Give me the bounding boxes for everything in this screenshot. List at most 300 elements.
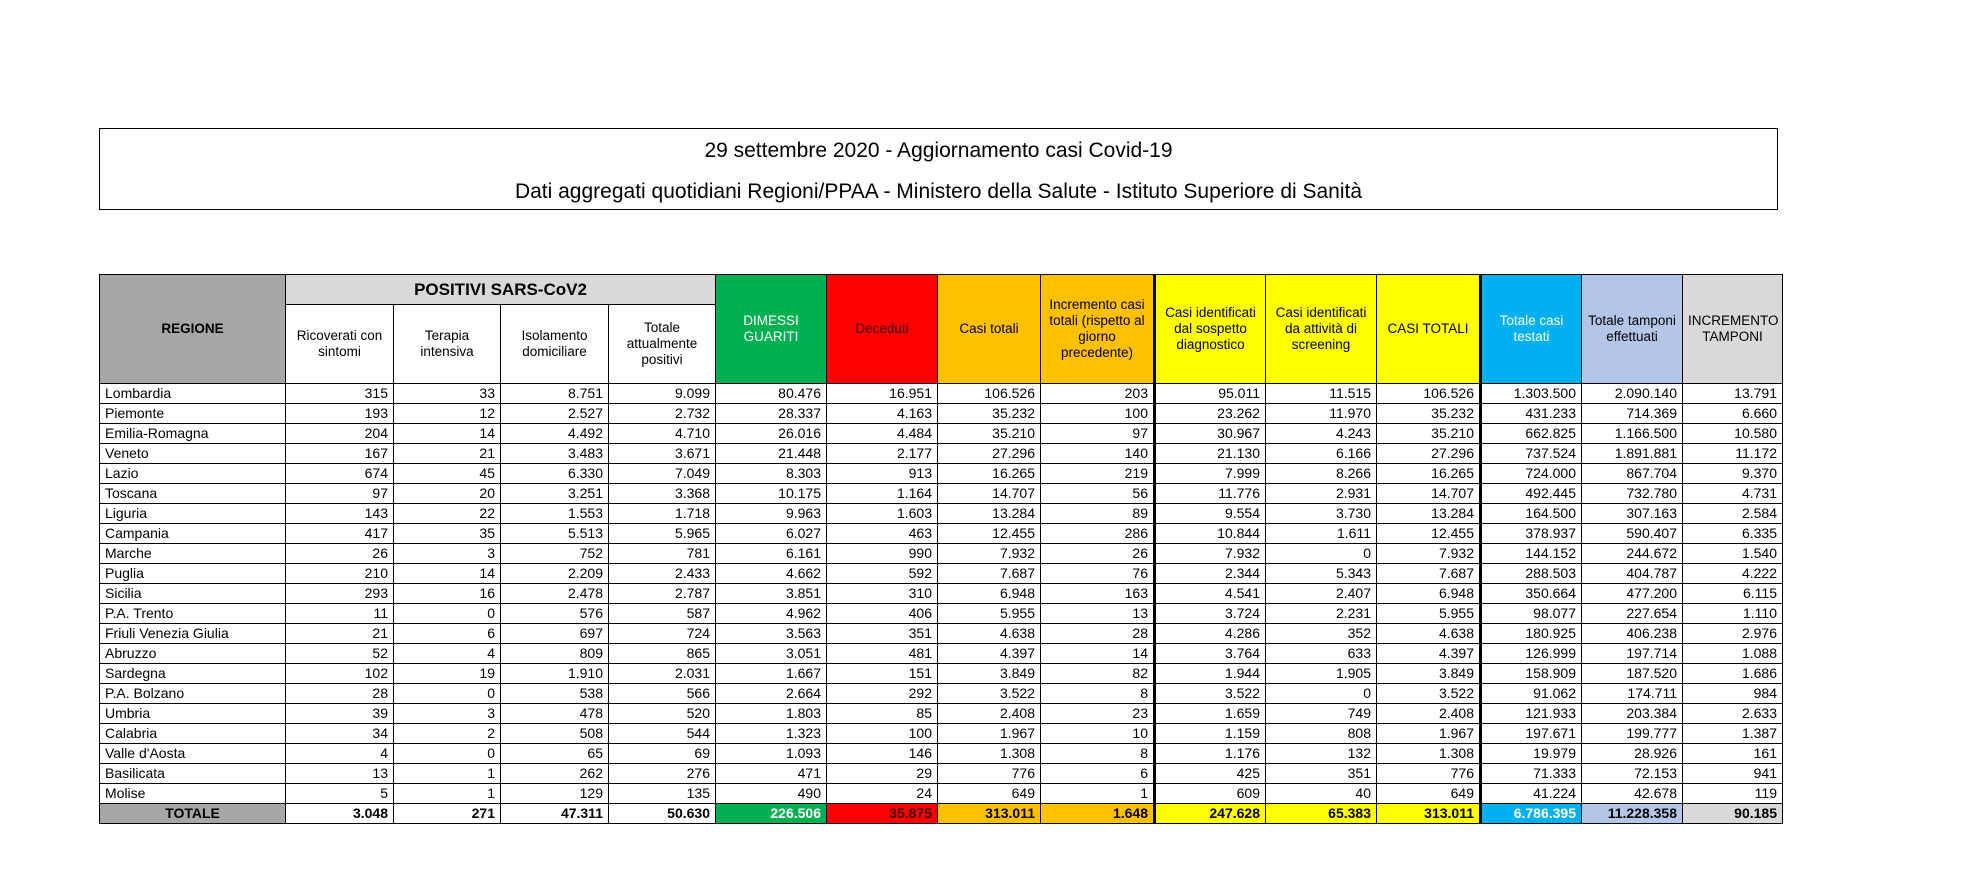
cell-casi-totali-upper: 13.284 — [1377, 504, 1481, 524]
header-dimessi-guariti: DIMESSI GUARITI — [716, 275, 827, 384]
cell-casi-sospetto: 1.176 — [1155, 744, 1266, 764]
cell-casi-sospetto: 609 — [1155, 784, 1266, 804]
cell-casi-sospetto: 1.659 — [1155, 704, 1266, 724]
cell-casi-sospetto: 23.262 — [1155, 404, 1266, 424]
cell-casi-testati: 71.333 — [1481, 764, 1582, 784]
cell-casi-totali-upper: 4.397 — [1377, 644, 1481, 664]
cell-terapia-intensiva: 3 — [394, 704, 501, 724]
header-positivi-group: POSITIVI SARS-CoV2 — [286, 275, 716, 305]
cell-incremento-casi: 219 — [1041, 464, 1155, 484]
cell-casi-testati: 91.062 — [1481, 684, 1582, 704]
cell-ricoverati: 11 — [286, 604, 394, 624]
cell-incremento-casi: 14 — [1041, 644, 1155, 664]
cell-incremento-casi: 100 — [1041, 404, 1155, 424]
cell-isolamento: 697 — [501, 624, 609, 644]
cell-ricoverati: 293 — [286, 584, 394, 604]
cell-region: Basilicata — [100, 764, 286, 784]
cell-isolamento: 2.527 — [501, 404, 609, 424]
table-row — [100, 684, 1783, 704]
cell-deceduti: 85 — [827, 704, 938, 724]
cell-casi-screening: 40 — [1266, 784, 1377, 804]
cell-tamponi: 477.200 — [1582, 584, 1683, 604]
cell-tamponi: 867.704 — [1582, 464, 1683, 484]
cell-incremento-casi: 140 — [1041, 444, 1155, 464]
cell-totale-positivi: 1.718 — [609, 504, 716, 524]
cell-incremento-casi: 76 — [1041, 564, 1155, 584]
cell-incremento-casi: 26 — [1041, 544, 1155, 564]
cell-dimessi-guariti: 4.662 — [716, 564, 827, 584]
header-region: REGIONE — [100, 275, 286, 384]
cell-casi-testati: 431.233 — [1481, 404, 1582, 424]
cell-isolamento: 2.209 — [501, 564, 609, 584]
report-subtitle: Dati aggregati quotidiani Regioni/PPAA - Ministero della Salute - Istituto Superiore di Sanità — [514, 180, 1363, 203]
cell-casi-screening: 11.970 — [1266, 404, 1377, 424]
cell-incremento-tamponi: 13.791 — [1683, 384, 1783, 404]
cell-tamponi: 42.678 — [1582, 784, 1683, 804]
cell-dimessi-guariti: 9.963 — [716, 504, 827, 524]
cell-tamponi: 197.714 — [1582, 644, 1683, 664]
cell-casi-sospetto: 9.554 — [1155, 504, 1266, 524]
table-row — [100, 424, 1783, 444]
table-row — [100, 524, 1783, 544]
table-row — [100, 464, 1783, 484]
table-row — [100, 784, 1783, 804]
cell-casi-testati: 662.825 — [1481, 424, 1582, 444]
cell-casi-testati: 378.937 — [1481, 524, 1582, 544]
cell-deceduti: 913 — [827, 464, 938, 484]
cell-casi-testati: 737.524 — [1481, 444, 1582, 464]
cell-region: Piemonte — [100, 404, 286, 424]
cell-terapia-intensiva: 2 — [394, 724, 501, 744]
header-casi-screening: Casi identificati da attività di screening — [1266, 275, 1377, 384]
total-isolamento: 47.311 — [501, 804, 609, 824]
cell-region: Marche — [100, 544, 286, 564]
cell-region: Abruzzo — [100, 644, 286, 664]
cell-dimessi-guariti: 1.323 — [716, 724, 827, 744]
cell-casi-testati: 288.503 — [1481, 564, 1582, 584]
cell-casi-screening: 749 — [1266, 704, 1377, 724]
cell-totale-positivi: 566 — [609, 684, 716, 704]
cell-dimessi-guariti: 8.303 — [716, 464, 827, 484]
cell-casi-totali-upper: 16.265 — [1377, 464, 1481, 484]
cell-terapia-intensiva: 3 — [394, 544, 501, 564]
cell-casi-totali-upper: 1.308 — [1377, 744, 1481, 764]
cell-deceduti: 24 — [827, 784, 938, 804]
cell-incremento-tamponi: 10.580 — [1683, 424, 1783, 444]
cell-dimessi-guariti: 1.667 — [716, 664, 827, 684]
cell-casi-screening: 11.515 — [1266, 384, 1377, 404]
cell-casi-totali: 35.232 — [938, 404, 1041, 424]
cell-casi-totali-upper: 7.932 — [1377, 544, 1481, 564]
cell-casi-totali: 27.296 — [938, 444, 1041, 464]
cell-incremento-casi: 286 — [1041, 524, 1155, 544]
cell-terapia-intensiva: 0 — [394, 604, 501, 624]
total-terapia-intensiva: 271 — [394, 804, 501, 824]
cell-totale-positivi: 520 — [609, 704, 716, 724]
total-tamponi: 11.228.358 — [1582, 804, 1683, 824]
cell-casi-totali: 4.397 — [938, 644, 1041, 664]
table-row — [100, 564, 1783, 584]
cell-casi-sospetto: 1.159 — [1155, 724, 1266, 744]
cell-isolamento: 65 — [501, 744, 609, 764]
cell-totale-positivi: 2.031 — [609, 664, 716, 684]
cell-casi-totali: 1.967 — [938, 724, 1041, 744]
cell-ricoverati: 210 — [286, 564, 394, 584]
cell-casi-totali-upper: 3.522 — [1377, 684, 1481, 704]
cell-ricoverati: 102 — [286, 664, 394, 684]
cell-ricoverati: 204 — [286, 424, 394, 444]
cell-incremento-tamponi: 1.387 — [1683, 724, 1783, 744]
header-totale-tamponi: Totale tamponi effettuati — [1582, 275, 1683, 384]
cell-terapia-intensiva: 6 — [394, 624, 501, 644]
cell-dimessi-guariti: 1.803 — [716, 704, 827, 724]
cell-deceduti: 29 — [827, 764, 938, 784]
cell-incremento-tamponi: 1.088 — [1683, 644, 1783, 664]
cell-tamponi: 406.238 — [1582, 624, 1683, 644]
cell-deceduti: 1.603 — [827, 504, 938, 524]
cell-deceduti: 100 — [827, 724, 938, 744]
cell-ricoverati: 97 — [286, 484, 394, 504]
cell-ricoverati: 167 — [286, 444, 394, 464]
total-deceduti: 35.875 — [827, 804, 938, 824]
cell-casi-sospetto: 1.944 — [1155, 664, 1266, 684]
cell-ricoverati: 13 — [286, 764, 394, 784]
cell-tamponi: 732.780 — [1582, 484, 1683, 504]
table-row — [100, 744, 1783, 764]
cell-casi-totali: 12.455 — [938, 524, 1041, 544]
cell-deceduti: 4.163 — [827, 404, 938, 424]
cell-deceduti: 1.164 — [827, 484, 938, 504]
cell-casi-totali-upper: 6.948 — [1377, 584, 1481, 604]
cell-incremento-tamponi: 11.172 — [1683, 444, 1783, 464]
header-deceduti: Deceduti — [827, 275, 938, 384]
cell-deceduti: 2.177 — [827, 444, 938, 464]
cell-incremento-casi: 6 — [1041, 764, 1155, 784]
cell-terapia-intensiva: 20 — [394, 484, 501, 504]
cell-casi-sospetto: 21.130 — [1155, 444, 1266, 464]
cell-totale-positivi: 724 — [609, 624, 716, 644]
table-row — [100, 544, 1783, 564]
cell-totale-positivi: 3.671 — [609, 444, 716, 464]
cell-isolamento: 508 — [501, 724, 609, 744]
cell-incremento-tamponi: 941 — [1683, 764, 1783, 784]
cell-deceduti: 151 — [827, 664, 938, 684]
cell-region: Valle d'Aosta — [100, 744, 286, 764]
header-totale-positivi: Totale attualmente positivi — [609, 305, 716, 384]
cell-casi-sospetto: 4.541 — [1155, 584, 1266, 604]
cell-region: Calabria — [100, 724, 286, 744]
cell-casi-totali: 776 — [938, 764, 1041, 784]
cell-casi-totali-upper: 4.638 — [1377, 624, 1481, 644]
cell-casi-screening: 633 — [1266, 644, 1377, 664]
cell-casi-totali-upper: 2.408 — [1377, 704, 1481, 724]
cell-ricoverati: 193 — [286, 404, 394, 424]
table-row — [100, 404, 1783, 424]
cell-tamponi: 72.153 — [1582, 764, 1683, 784]
cell-totale-positivi: 7.049 — [609, 464, 716, 484]
total-casi-screening: 65.383 — [1266, 804, 1377, 824]
cell-ricoverati: 26 — [286, 544, 394, 564]
cell-isolamento: 576 — [501, 604, 609, 624]
cell-casi-totali-upper: 12.455 — [1377, 524, 1481, 544]
cell-totale-positivi: 2.433 — [609, 564, 716, 584]
header-terapia-intensiva: Terapia intensiva — [394, 305, 501, 384]
cell-casi-screening: 5.343 — [1266, 564, 1377, 584]
table-row — [100, 644, 1783, 664]
cell-isolamento: 809 — [501, 644, 609, 664]
cell-totale-positivi: 587 — [609, 604, 716, 624]
cell-tamponi: 244.672 — [1582, 544, 1683, 564]
cell-casi-totali: 7.932 — [938, 544, 1041, 564]
cell-casi-screening: 0 — [1266, 684, 1377, 704]
cell-tamponi: 187.520 — [1582, 664, 1683, 684]
cell-deceduti: 481 — [827, 644, 938, 664]
cell-isolamento: 3.251 — [501, 484, 609, 504]
total-ricoverati: 3.048 — [286, 804, 394, 824]
cell-casi-screening: 3.730 — [1266, 504, 1377, 524]
cell-ricoverati: 143 — [286, 504, 394, 524]
cell-casi-sospetto: 3.724 — [1155, 604, 1266, 624]
total-casi-sospetto: 247.628 — [1155, 804, 1266, 824]
cell-casi-testati: 197.671 — [1481, 724, 1582, 744]
cell-ricoverati: 5 — [286, 784, 394, 804]
cell-terapia-intensiva: 22 — [394, 504, 501, 524]
cell-dimessi-guariti: 80.476 — [716, 384, 827, 404]
cell-tamponi: 714.369 — [1582, 404, 1683, 424]
cell-tamponi: 590.407 — [1582, 524, 1683, 544]
cell-casi-testati: 126.999 — [1481, 644, 1582, 664]
cell-region: Molise — [100, 784, 286, 804]
cell-region: Umbria — [100, 704, 286, 724]
cell-tamponi: 1.166.500 — [1582, 424, 1683, 444]
total-casi-totali-upper: 313.011 — [1377, 804, 1481, 824]
cell-incremento-tamponi: 1.540 — [1683, 544, 1783, 564]
cell-casi-sospetto: 3.522 — [1155, 684, 1266, 704]
table-row — [100, 504, 1783, 524]
table-row — [100, 664, 1783, 684]
cell-ricoverati: 28 — [286, 684, 394, 704]
cell-incremento-casi: 8 — [1041, 744, 1155, 764]
cell-region: Lombardia — [100, 384, 286, 404]
cell-tamponi: 174.711 — [1582, 684, 1683, 704]
cell-casi-screening: 2.931 — [1266, 484, 1377, 504]
cell-totale-positivi: 3.368 — [609, 484, 716, 504]
cell-deceduti: 351 — [827, 624, 938, 644]
cell-casi-sospetto: 7.999 — [1155, 464, 1266, 484]
cell-casi-sospetto: 10.844 — [1155, 524, 1266, 544]
cell-incremento-casi: 28 — [1041, 624, 1155, 644]
total-incremento-tamponi: 90.185 — [1683, 804, 1783, 824]
cell-terapia-intensiva: 4 — [394, 644, 501, 664]
cell-casi-totali: 106.526 — [938, 384, 1041, 404]
cell-isolamento: 262 — [501, 764, 609, 784]
cell-incremento-casi: 163 — [1041, 584, 1155, 604]
cell-casi-testati: 724.000 — [1481, 464, 1582, 484]
cell-casi-screening: 8.266 — [1266, 464, 1377, 484]
total-row — [100, 804, 1783, 824]
cell-dimessi-guariti: 6.027 — [716, 524, 827, 544]
cell-dimessi-guariti: 10.175 — [716, 484, 827, 504]
cell-region: Toscana — [100, 484, 286, 504]
cell-deceduti: 310 — [827, 584, 938, 604]
cell-casi-totali: 14.707 — [938, 484, 1041, 504]
cell-incremento-tamponi: 6.660 — [1683, 404, 1783, 424]
cell-region: P.A. Bolzano — [100, 684, 286, 704]
cell-isolamento: 1.910 — [501, 664, 609, 684]
cell-isolamento: 478 — [501, 704, 609, 724]
cell-casi-totali: 2.408 — [938, 704, 1041, 724]
cell-casi-totali: 3.849 — [938, 664, 1041, 684]
cell-deceduti: 463 — [827, 524, 938, 544]
cell-incremento-tamponi: 9.370 — [1683, 464, 1783, 484]
cell-casi-testati: 158.909 — [1481, 664, 1582, 684]
cell-totale-positivi: 9.099 — [609, 384, 716, 404]
cell-dimessi-guariti: 4.962 — [716, 604, 827, 624]
cell-casi-sospetto: 95.011 — [1155, 384, 1266, 404]
cell-region: P.A. Trento — [100, 604, 286, 624]
cell-casi-totali-upper: 5.955 — [1377, 604, 1481, 624]
total-region: TOTALE — [100, 804, 286, 824]
total-casi-testati: 6.786.395 — [1481, 804, 1582, 824]
cell-tamponi: 227.654 — [1582, 604, 1683, 624]
cell-casi-sospetto: 30.967 — [1155, 424, 1266, 444]
cell-casi-screening: 6.166 — [1266, 444, 1377, 464]
cell-incremento-casi: 97 — [1041, 424, 1155, 444]
cell-incremento-casi: 13 — [1041, 604, 1155, 624]
cell-totale-positivi: 781 — [609, 544, 716, 564]
cell-incremento-casi: 10 — [1041, 724, 1155, 744]
cell-dimessi-guariti: 3.563 — [716, 624, 827, 644]
table-row — [100, 704, 1783, 724]
header-casi-totali-upper: CASI TOTALI — [1377, 275, 1481, 384]
cell-isolamento: 752 — [501, 544, 609, 564]
cell-incremento-tamponi: 1.686 — [1683, 664, 1783, 684]
cell-tamponi: 1.891.881 — [1582, 444, 1683, 464]
cell-terapia-intensiva: 45 — [394, 464, 501, 484]
cell-casi-totali-upper: 35.210 — [1377, 424, 1481, 444]
cell-casi-testati: 1.303.500 — [1481, 384, 1582, 404]
cell-incremento-tamponi: 6.335 — [1683, 524, 1783, 544]
cell-incremento-tamponi: 6.115 — [1683, 584, 1783, 604]
cell-isolamento: 5.513 — [501, 524, 609, 544]
cell-casi-sospetto: 425 — [1155, 764, 1266, 784]
cell-incremento-casi: 203 — [1041, 384, 1155, 404]
cell-dimessi-guariti: 6.161 — [716, 544, 827, 564]
total-incremento-casi: 1.648 — [1041, 804, 1155, 824]
cell-region: Campania — [100, 524, 286, 544]
cell-ricoverati: 417 — [286, 524, 394, 544]
cell-terapia-intensiva: 0 — [394, 684, 501, 704]
cell-incremento-casi: 56 — [1041, 484, 1155, 504]
cell-terapia-intensiva: 33 — [394, 384, 501, 404]
cell-tamponi: 203.384 — [1582, 704, 1683, 724]
cell-casi-screening: 808 — [1266, 724, 1377, 744]
cell-casi-totali-upper: 1.967 — [1377, 724, 1481, 744]
cell-dimessi-guariti: 3.851 — [716, 584, 827, 604]
cell-dimessi-guariti: 2.664 — [716, 684, 827, 704]
total-dimessi-guariti: 226.506 — [716, 804, 827, 824]
header-ricoverati: Ricoverati con sintomi — [286, 305, 394, 384]
cell-ricoverati: 21 — [286, 624, 394, 644]
table-row — [100, 604, 1783, 624]
cell-terapia-intensiva: 16 — [394, 584, 501, 604]
cell-totale-positivi: 69 — [609, 744, 716, 764]
cell-dimessi-guariti: 21.448 — [716, 444, 827, 464]
cell-ricoverati: 52 — [286, 644, 394, 664]
header-isolamento: Isolamento domiciliare — [501, 305, 609, 384]
cell-incremento-casi: 82 — [1041, 664, 1155, 684]
cell-region: Liguria — [100, 504, 286, 524]
header-casi-sospetto: Casi identificati dal sospetto diagnostico — [1155, 275, 1266, 384]
cell-incremento-tamponi: 2.584 — [1683, 504, 1783, 524]
cell-casi-testati: 41.224 — [1481, 784, 1582, 804]
cell-casi-sospetto: 11.776 — [1155, 484, 1266, 504]
header-incremento-tamponi: INCREMENTO TAMPONI — [1683, 275, 1783, 384]
cell-casi-totali-upper: 14.707 — [1377, 484, 1481, 504]
cell-tamponi: 28.926 — [1582, 744, 1683, 764]
cell-ricoverati: 4 — [286, 744, 394, 764]
header-totale-casi-testati: Totale casi testati — [1481, 275, 1582, 384]
cell-deceduti: 292 — [827, 684, 938, 704]
cell-terapia-intensiva: 12 — [394, 404, 501, 424]
cell-casi-totali: 7.687 — [938, 564, 1041, 584]
cell-casi-testati: 121.933 — [1481, 704, 1582, 724]
cell-incremento-tamponi: 161 — [1683, 744, 1783, 764]
cell-casi-totali: 1.308 — [938, 744, 1041, 764]
cell-incremento-tamponi: 2.633 — [1683, 704, 1783, 724]
cell-totale-positivi: 2.787 — [609, 584, 716, 604]
cell-region: Puglia — [100, 564, 286, 584]
cell-casi-screening: 0 — [1266, 544, 1377, 564]
cell-incremento-casi: 8 — [1041, 684, 1155, 704]
cell-incremento-tamponi: 1.110 — [1683, 604, 1783, 624]
cell-deceduti: 406 — [827, 604, 938, 624]
cell-casi-sospetto: 7.932 — [1155, 544, 1266, 564]
cell-casi-totali-upper: 776 — [1377, 764, 1481, 784]
cell-incremento-casi: 1 — [1041, 784, 1155, 804]
cell-casi-screening: 351 — [1266, 764, 1377, 784]
cell-totale-positivi: 2.732 — [609, 404, 716, 424]
cell-incremento-tamponi: 4.731 — [1683, 484, 1783, 504]
cell-casi-totali-upper: 3.849 — [1377, 664, 1481, 684]
cell-casi-testati: 492.445 — [1481, 484, 1582, 504]
cell-casi-totali: 6.948 — [938, 584, 1041, 604]
cell-casi-screening: 4.243 — [1266, 424, 1377, 444]
table-row — [100, 384, 1783, 404]
cell-region: Friuli Venezia Giulia — [100, 624, 286, 644]
cell-dimessi-guariti: 28.337 — [716, 404, 827, 424]
cell-dimessi-guariti: 26.016 — [716, 424, 827, 444]
cell-region: Veneto — [100, 444, 286, 464]
cell-terapia-intensiva: 14 — [394, 564, 501, 584]
cell-incremento-tamponi: 119 — [1683, 784, 1783, 804]
cell-casi-totali: 4.638 — [938, 624, 1041, 644]
cell-casi-totali: 3.522 — [938, 684, 1041, 704]
cell-isolamento: 538 — [501, 684, 609, 704]
cell-casi-totali: 5.955 — [938, 604, 1041, 624]
table-row — [100, 584, 1783, 604]
cell-casi-sospetto: 3.764 — [1155, 644, 1266, 664]
cell-totale-positivi: 276 — [609, 764, 716, 784]
cell-casi-testati: 144.152 — [1481, 544, 1582, 564]
cell-casi-totali-upper: 106.526 — [1377, 384, 1481, 404]
cell-casi-testati: 98.077 — [1481, 604, 1582, 624]
cell-deceduti: 592 — [827, 564, 938, 584]
table-row — [100, 624, 1783, 644]
cell-tamponi: 199.777 — [1582, 724, 1683, 744]
cell-incremento-casi: 23 — [1041, 704, 1155, 724]
cell-terapia-intensiva: 21 — [394, 444, 501, 464]
